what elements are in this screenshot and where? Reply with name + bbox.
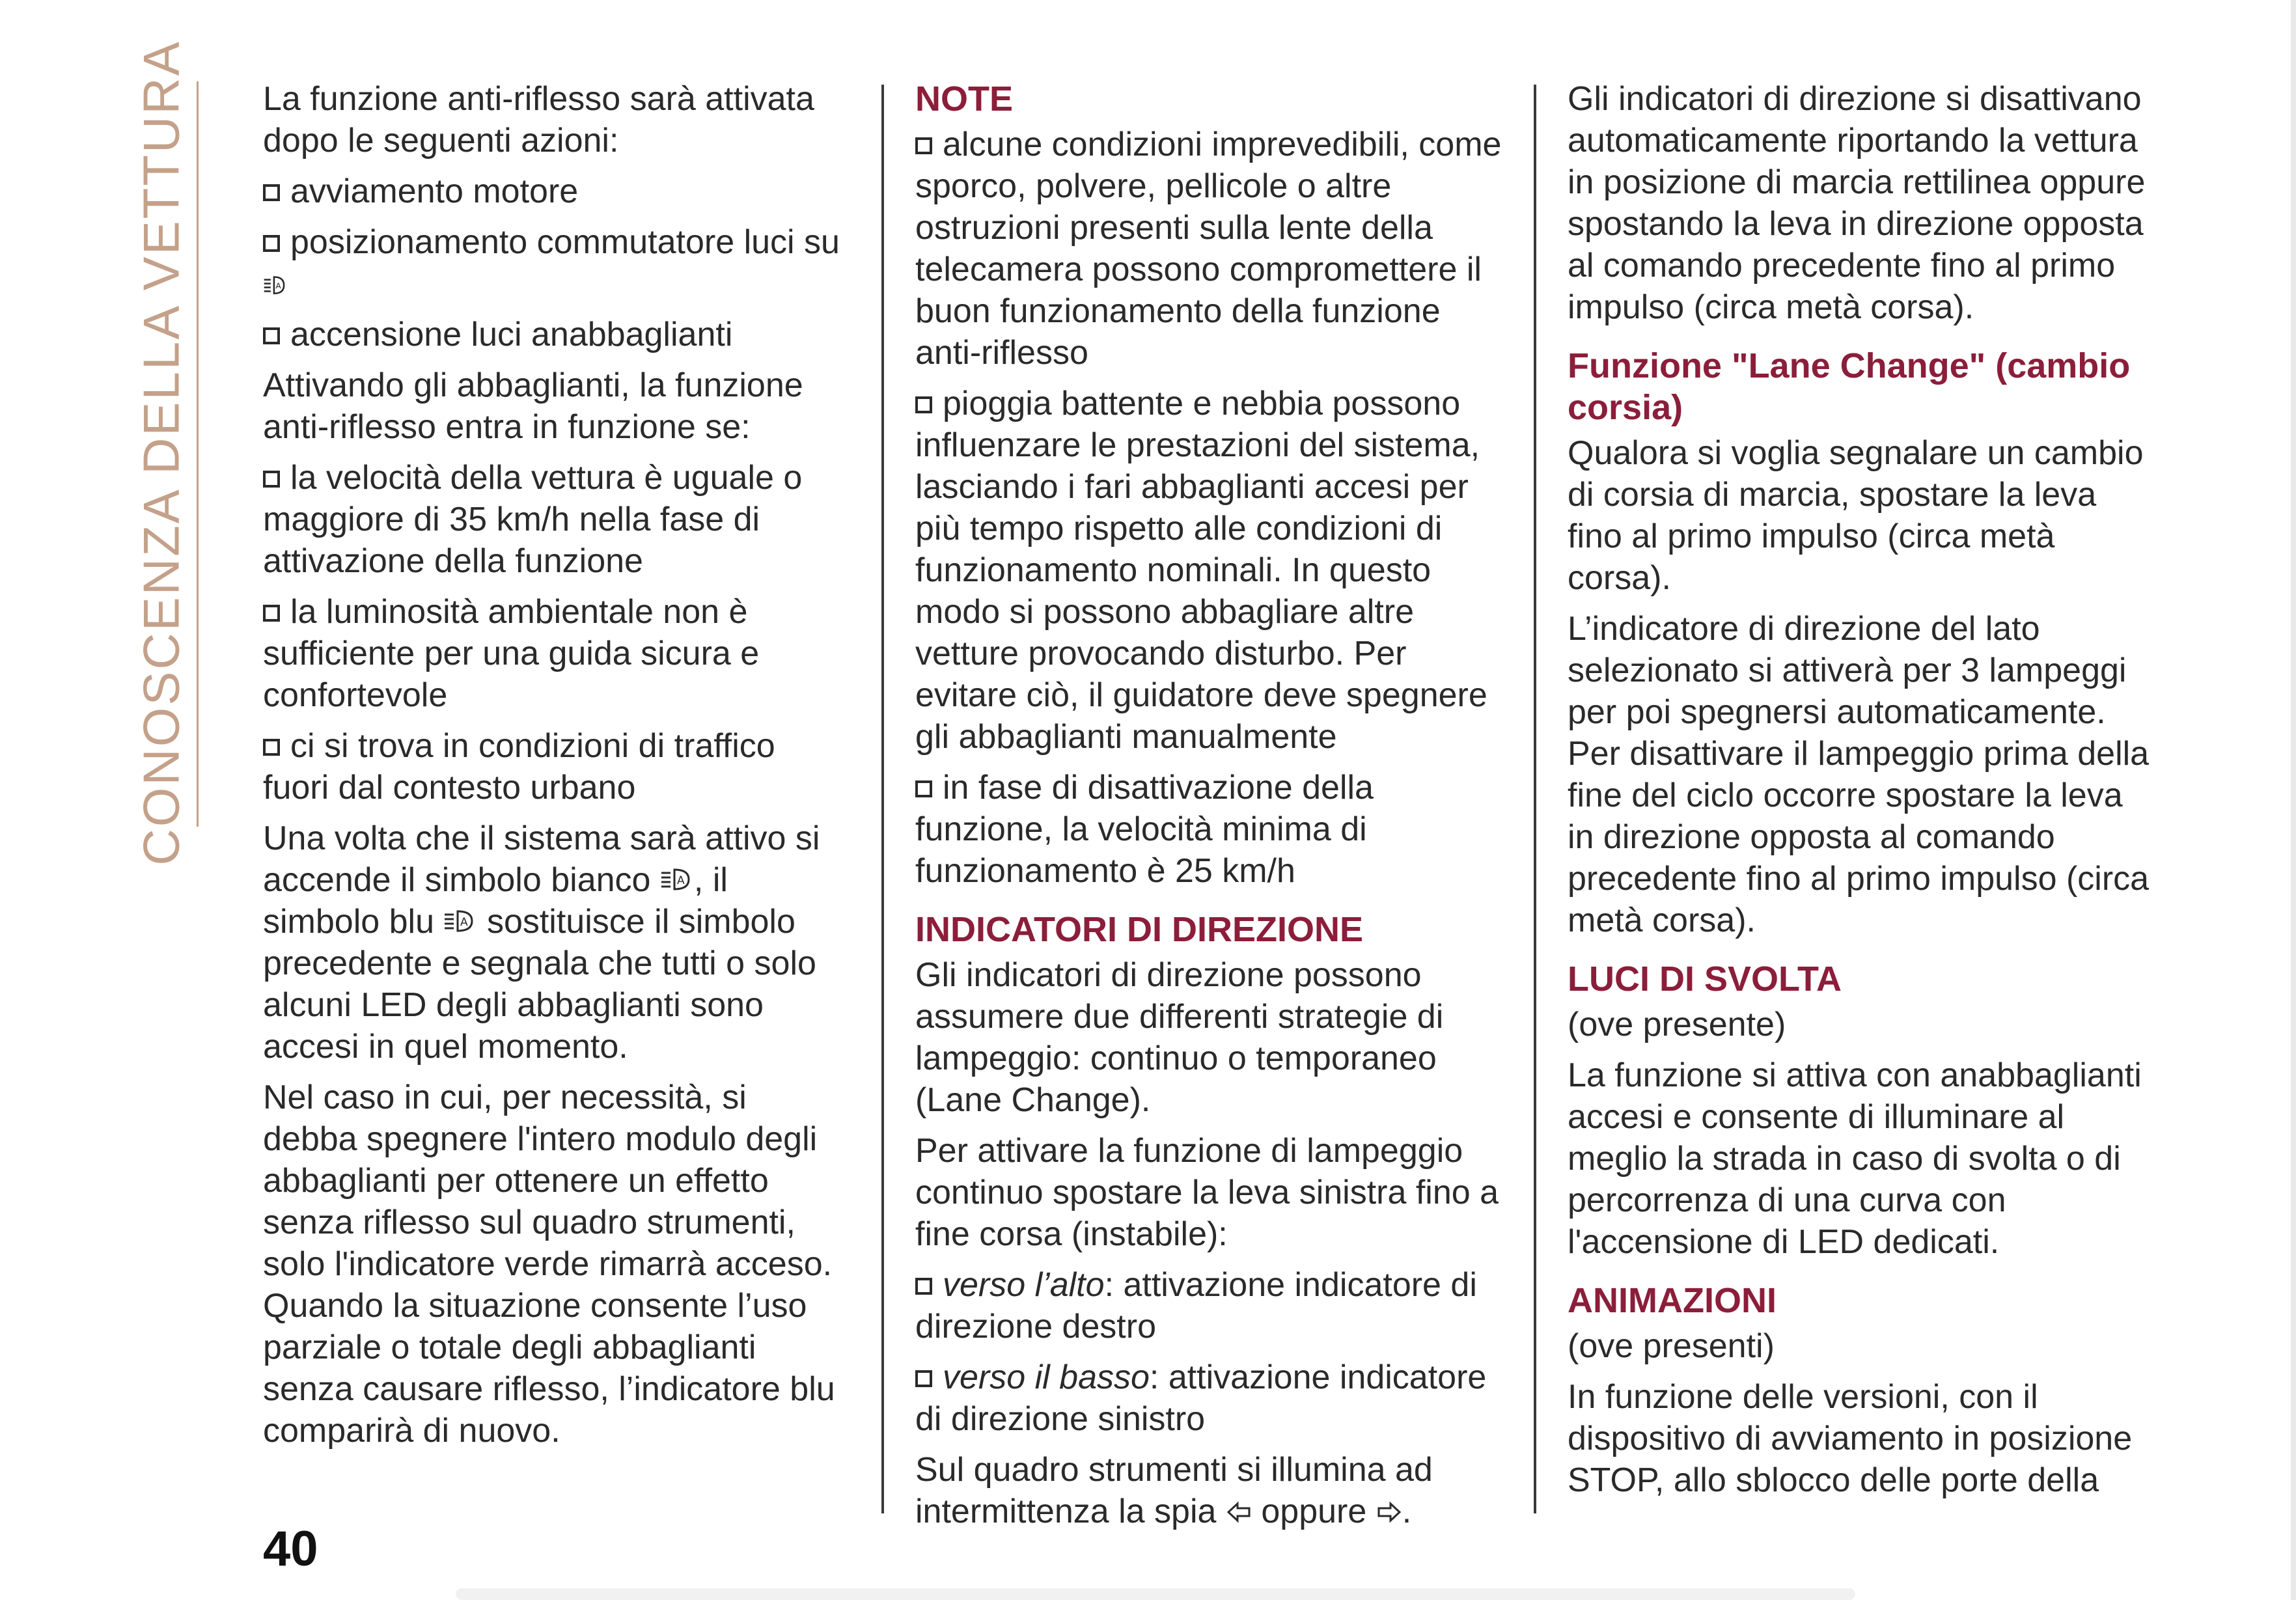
high-beam-auto-icon [660, 866, 694, 894]
list-item [915, 383, 1514, 758]
checkbox-bullet-icon [263, 235, 280, 252]
paragraph: (ove presente) [1568, 1006, 1786, 1043]
list-item-text: in fase di disattivazione della funzione, la velocità minima di funzionamento è 25 km/h [915, 769, 1374, 890]
high-beam-auto-icon [443, 908, 477, 935]
svg-text:A: A [676, 874, 685, 887]
list-item-text: accensione luci anabbaglianti [290, 316, 733, 353]
checkbox-bullet-icon [263, 184, 280, 201]
column-1 [263, 78, 849, 1461]
list-item-text: avviamento motore [290, 172, 579, 210]
turn-left-arrow-icon [1226, 1499, 1252, 1525]
list-item-text: alcune condizioni imprevedibili, come sporco, polvere, pellicole o altre ostruzioni presenti sulla lente della telecamera possono compromettere il buon funzionamento della funzione anti-riflesso [915, 126, 1502, 372]
high-beam-auto-icon [263, 274, 292, 297]
list-item-text: ci si trova in condizioni di traffico fuori dal contesto urbano [263, 727, 775, 807]
checkbox-bullet-icon [263, 605, 280, 622]
section-heading-luci-di-svolta: LUCI DI SVOLTA [1568, 959, 1842, 999]
column-divider [881, 85, 884, 1513]
paragraph: Nel caso in cui, per necessità, si debba spegnere l'intero modulo degli abbaglianti per ottenere un effetto senza riflesso sul quadro strumenti, solo l'indicatore verde rimarrà acceso. Quando la situazione consente l’uso parziale o totale degli abbaglianti senza causare riflesso, l’indicatore blu comparirà di nuovo. [263, 1079, 835, 1450]
column-3 [1568, 78, 2153, 1510]
svg-text:A: A [275, 281, 281, 291]
checkbox-bullet-icon [915, 1278, 932, 1295]
list-item [263, 457, 849, 582]
paragraph: Gli indicatori di direzione possono assumere due differenti strategie di lampeggio: continuo o temporaneo (Lane Change). [915, 956, 1444, 1119]
section-heading-animazioni: ANIMAZIONI [1568, 1281, 1777, 1320]
list-item-text: la luminosità ambientale non è sufficiente per una guida sicura e confortevole [263, 593, 760, 714]
list-item: verso il basso: attivazione indicatore di direzione sinistro [915, 1359, 1487, 1438]
turn-right-arrow-icon [1376, 1499, 1402, 1525]
paragraph: Sul quadro strumenti si illumina ad intermittenza la spia oppure . [915, 1451, 1433, 1530]
paragraph: La funzione anti-riflesso sarà attivata dopo le seguenti azioni: [263, 80, 814, 159]
list-item [263, 591, 849, 716]
checkbox-bullet-icon [915, 137, 932, 154]
section-heading-indicatori: INDICATORI DI DIREZIONE [915, 910, 1364, 949]
list-item-text: posizionamento commutatore luci su [290, 223, 840, 261]
list-item [915, 124, 1514, 374]
paragraph: Qualora si voglia segnalare un cambio di corsia di marcia, spostare la leva fino al primo impulso (circa metà corsa). [1568, 434, 2144, 597]
page-number: 40 [263, 1521, 318, 1577]
section-side-title [132, 39, 190, 866]
section-heading-note: NOTE [915, 79, 1014, 118]
paragraph: L’indicatore di direzione del lato selezionato si attiverà per 3 lampeggi per poi spegnersi automaticamente. Per disattivare il lampeggio prima della fine del ciclo occorre spostare la leva in direzione opposta al comando precedente fino al primo impulso (circa metà corsa). [1568, 610, 2150, 939]
paragraph: Attivando gli abbaglianti, la funzione anti-riflesso entra in funzione se: [263, 366, 803, 446]
checkbox-bullet-icon [263, 739, 280, 756]
list-item [263, 221, 849, 305]
section-side-title-text: CONOSCENZA DELLA VETTURA [132, 39, 190, 866]
column-2 [915, 78, 1514, 1541]
list-item [263, 725, 849, 808]
paragraph: La funzione si attiva con anabbaglianti accesi e consente di illuminare al meglio la strada in caso di svolta o di percorrenza di una curva con l'accensione di LED dedicati. [1568, 1056, 2142, 1261]
list-item [263, 171, 849, 212]
list-item [263, 314, 849, 355]
page-right-edge [2291, 0, 2296, 1600]
column-divider [1534, 85, 1536, 1513]
list-item: verso l’alto: attivazione indicatore di direzione destro [915, 1266, 1477, 1345]
checkbox-bullet-icon [915, 1370, 932, 1387]
paragraph: (ove presenti) [1568, 1327, 1775, 1365]
paragraph: Una volta che il sistema sarà attivo si accende il simbolo bianco A , il simbolo blu A sostituisce il simbolo precedente e segnala che tutti o solo alcuni LED degli abbaglianti sono accesi in quel momento. [263, 820, 820, 1066]
list-item [915, 767, 1514, 892]
paragraph: Per attivare la funzione di lampeggio continuo spostare la leva sinistra fino a fine corsa (instabile): [915, 1132, 1499, 1253]
section-heading-lane-change: Funzione "Lane Change" (cambio corsia) [1568, 346, 2131, 427]
list-item-text: la velocità della vettura è uguale o maggiore di 35 km/h nella fase di attivazione della funzione [263, 459, 803, 580]
side-title-rule [197, 81, 199, 827]
checkbox-bullet-icon [915, 780, 932, 797]
paragraph: In funzione delle versioni, con il dispositivo di avviamento in posizione STOP, allo sblocco delle porte della [1568, 1378, 2133, 1499]
svg-text:A: A [460, 916, 469, 929]
page-bottom-shadow [456, 1588, 1855, 1600]
checkbox-bullet-icon [263, 327, 280, 344]
paragraph: Gli indicatori di direzione si disattivano automaticamente riportando la vettura in posizione di marcia rettilinea oppure spostando la leva in direzione opposta al comando precedente fino al primo impulso (circa metà corsa). [1568, 80, 2146, 326]
checkbox-bullet-icon [915, 396, 932, 413]
list-item-text: pioggia battente e nebbia possono influenzare le prestazioni del sistema, lasciando i fari abbaglianti accesi per più tempo rispetto alle condizioni di funzionamento nominali. In questo modo si possono abbagliare altre vetture provocando disturbo. Per evitare ciò, il guidatore deve spegnere gli abbaglianti manualmente [915, 385, 1487, 756]
checkbox-bullet-icon [263, 471, 280, 488]
